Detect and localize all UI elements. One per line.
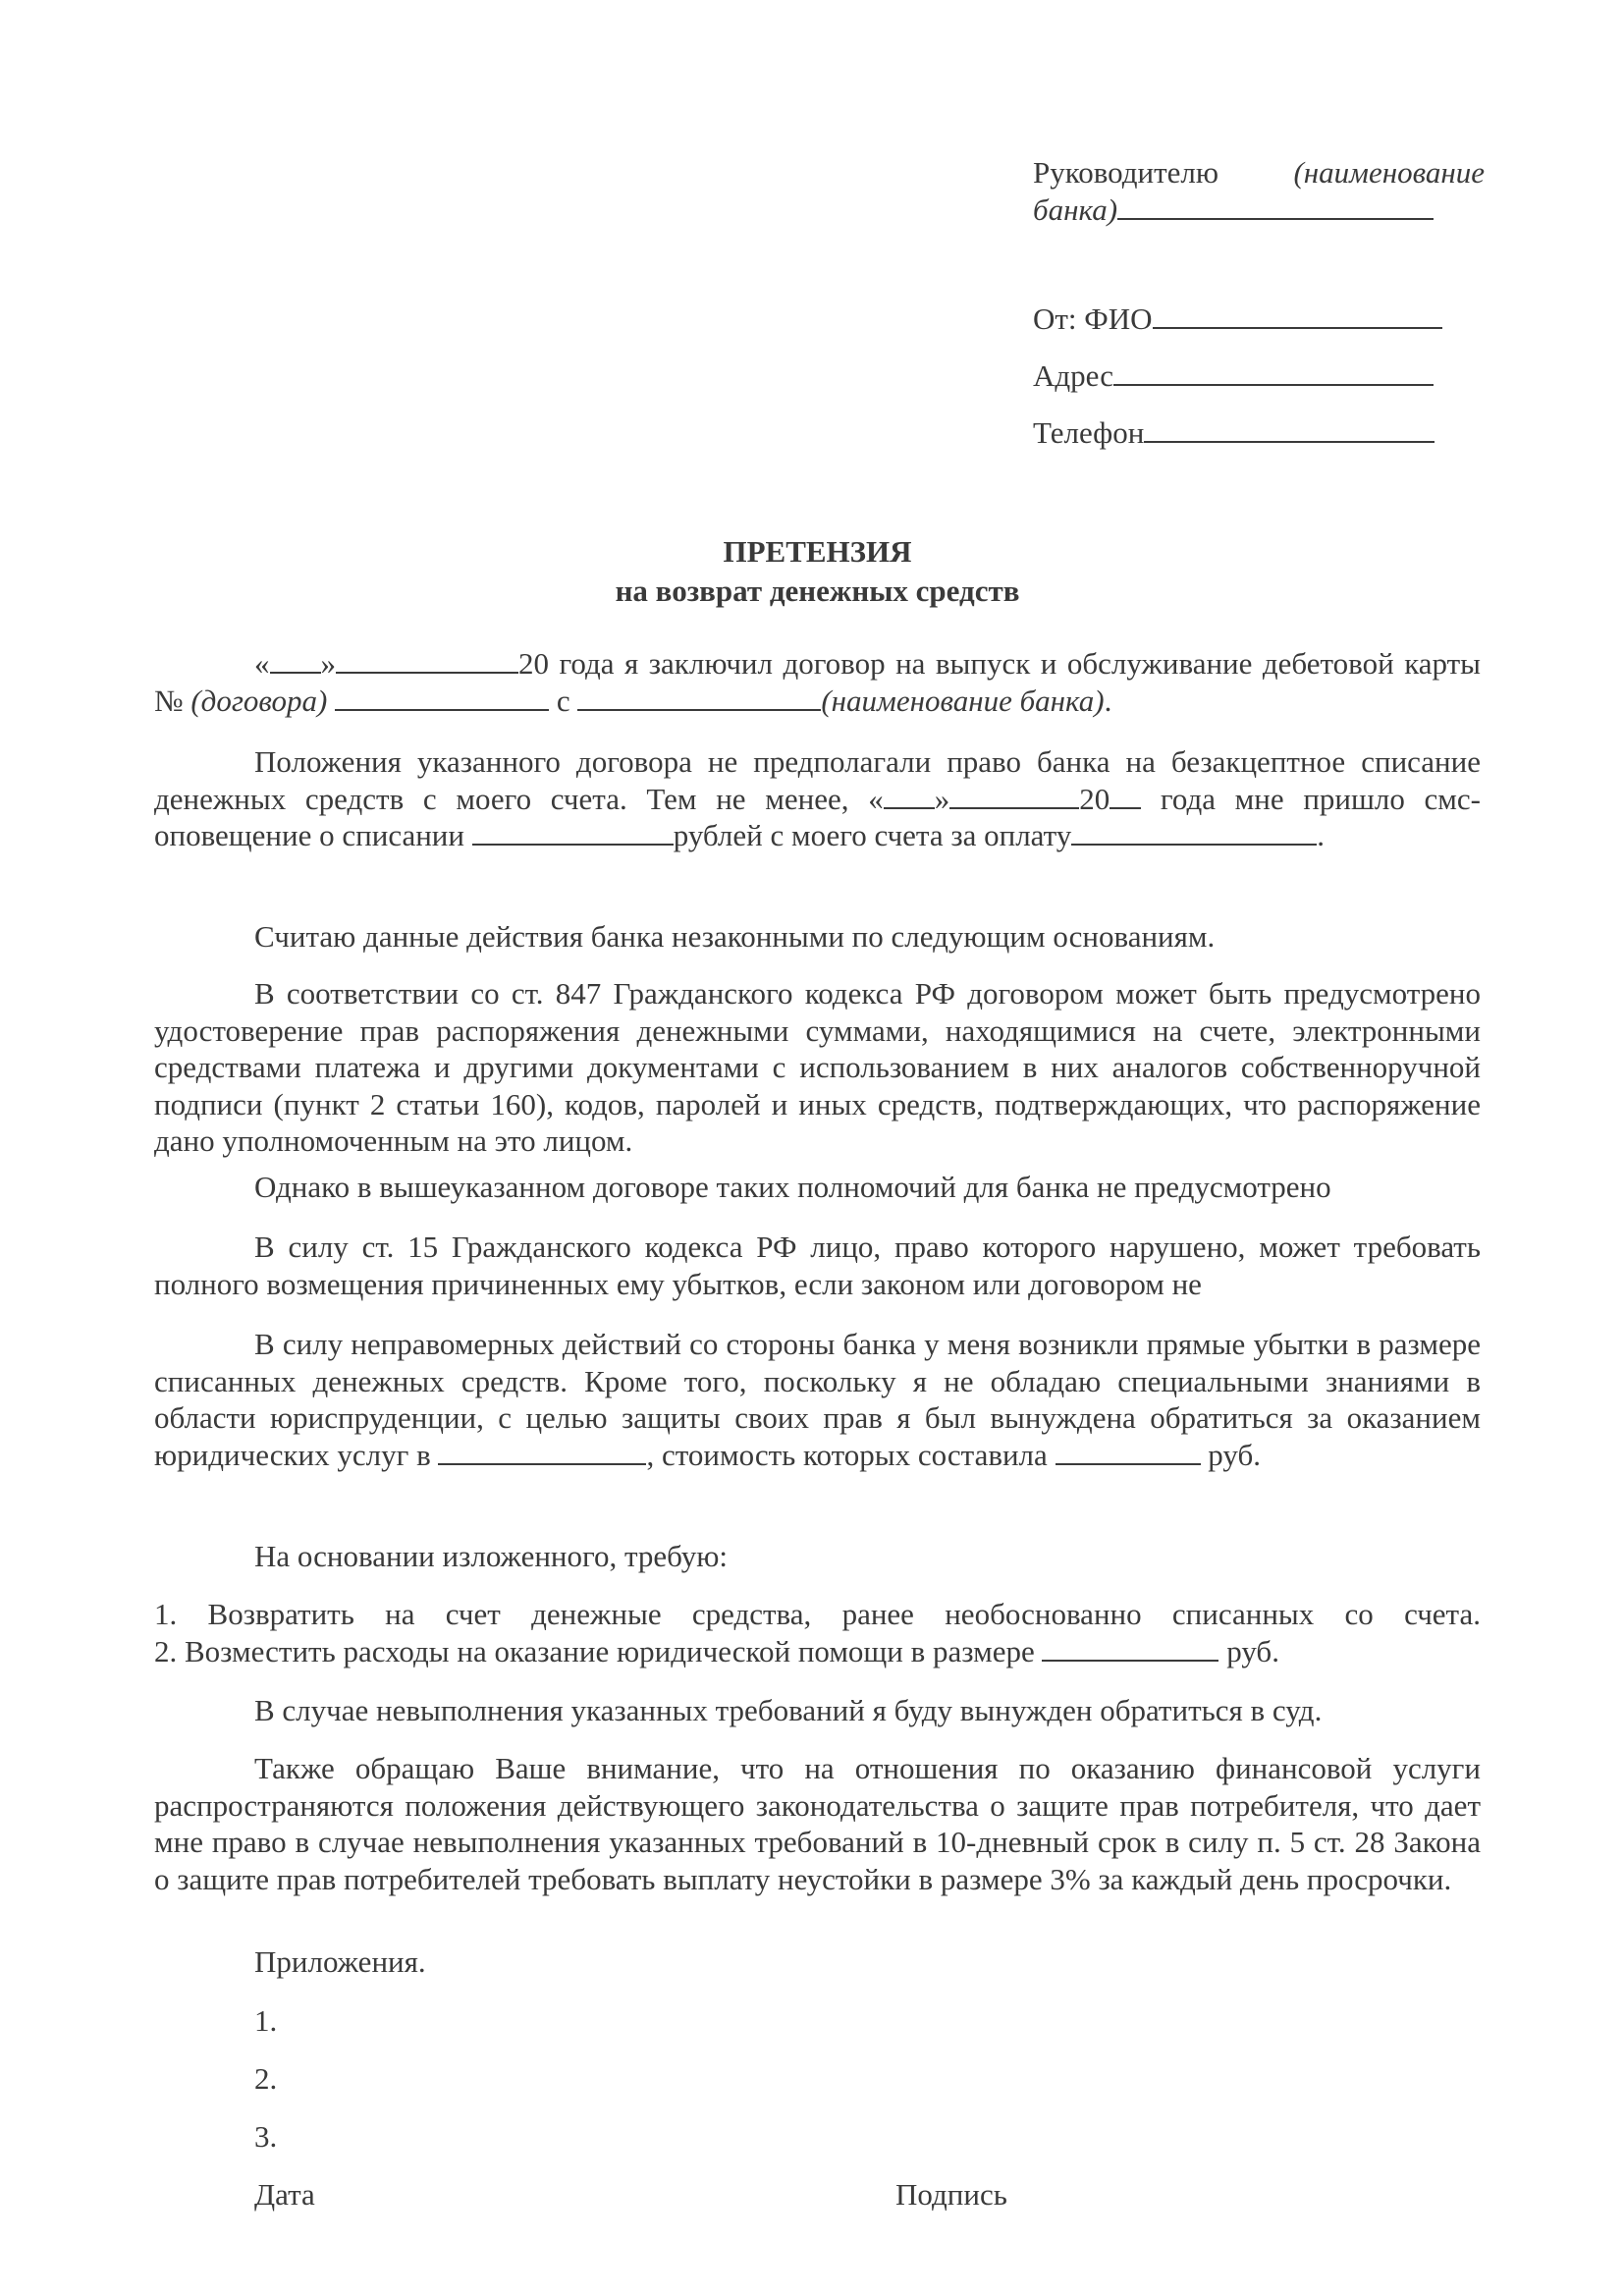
sender-phone-label: Телефон — [1033, 415, 1145, 450]
demand-item: 1. Возвратить на счет денежные средства, ранее необоснованно списанных со счета. — [154, 1597, 1481, 1631]
document-title — [154, 532, 1481, 611]
attachment-item: 2. — [254, 2061, 278, 2096]
sender-address-row — [1033, 357, 1485, 395]
bank-name-inline-field[interactable] — [577, 683, 821, 711]
paragraph-no-authority: Однако в вышеуказанном договоре таких полномочий для банка не предусмотрено — [254, 1170, 1331, 1204]
attachment-item: 1. — [254, 2003, 278, 2038]
addressee-label: Руководителю — [1033, 155, 1219, 190]
legal-firm-field[interactable] — [438, 1438, 646, 1465]
legal-cost-field[interactable] — [1056, 1438, 1201, 1465]
paragraph-article-847: В соответствии со ст. 847 Гражданского кодекса РФ договором может быть предусмотрено удостоверение прав распоряжения денежными суммами, находящимися на счете, электронными средствами платежа и другими документами с использованием в них аналогов собственноручной подписи (пункт 2 статьи 160), кодов, паролей и иных средств, подтверждающих, что распоряжение дано уполномоченным на это лицом. — [154, 976, 1481, 1158]
bank-name-field[interactable] — [1117, 192, 1434, 220]
contract-number-field[interactable] — [335, 683, 549, 711]
debit-amount-field[interactable] — [472, 818, 674, 846]
sender-name-field[interactable] — [1153, 301, 1442, 329]
paragraph-article-15: В силу ст. 15 Гражданского кодекса РФ лицо, право которого нарушено, может требовать полного возмещения причиненных ему убытков, если законом или договором не — [154, 1230, 1481, 1301]
bank-name-placeholder-cont: банка) — [1033, 191, 1118, 227]
sender-phone-row — [1033, 414, 1485, 452]
debit-month-field[interactable] — [949, 782, 1079, 809]
paragraph-losses: В силу неправомерных действий со стороны банка у меня возникли прямые убытки в размере списанных денежных средств. Кроме того, поскольку я не обладаю специальными знаниями в области юриспруденции, с целью защиты своих прав я был вынуждена обратиться за оказанием юридических услуг в , стоимость которых составила руб. — [154, 1327, 1481, 1472]
debit-day-field[interactable] — [884, 782, 935, 809]
paragraph-grounds: Считаю данные действия банка незаконными по следующим основаниям. — [254, 919, 1216, 954]
paragraph-consumer-rights: Также обращаю Ваше внимание, что на отношения по оказанию финансовой услуги распространяются положения действующего законодательства о защите прав потребителя, что дает мне право в случае невыполнения указанных требований в 10-дневный срок в силу п. 5 ст. 28 Закона о защите прав потребителей требовать выплату неустойки в размере 3% за каждый день просрочки. — [154, 1751, 1481, 1896]
attachments-label: Приложения. — [254, 1944, 426, 1979]
attachment-item: 3. — [254, 2119, 278, 2154]
contract-day-field[interactable] — [270, 646, 321, 674]
date-label: Дата — [254, 2177, 315, 2212]
sender-address-label: Адрес — [1033, 358, 1113, 393]
addressee-block — [1033, 154, 1485, 228]
paragraph-court: В случае невыполнения указанных требований я буду вынужден обратиться в суд. — [254, 1693, 1323, 1727]
bank-name-placeholder: (наименование — [1293, 155, 1485, 190]
sender-address-field[interactable] — [1113, 358, 1434, 386]
demand-item: 2. Возместить расходы на оказание юридической помощи в размере руб. — [154, 1633, 1279, 1668]
paragraph-debit: Положения указанного договора не предполагали право банка на безакцептное списание денежных средств с моего счета. Тем не менее, « » 20 года мне пришло смс-оповещение о списании рублей с моего счета за оплату . — [154, 744, 1482, 852]
sender-phone-field[interactable] — [1144, 415, 1435, 443]
sender-name-row — [1033, 301, 1485, 338]
paragraph-contract: « » 20 года я заключил договор на выпуск и обслуживание дебетовой карты № (договора) с (наименование банка). — [154, 646, 1482, 718]
sender-name-label: От: ФИО — [1033, 301, 1153, 336]
signature-label: Подпись — [895, 2177, 1007, 2212]
demands-list — [154, 1596, 1481, 1669]
debit-year-field[interactable] — [1110, 782, 1141, 809]
paragraph-demand-intro: На основании изложенного, требую: — [254, 1539, 728, 1573]
legal-aid-amount-field[interactable] — [1042, 1634, 1218, 1662]
contract-month-field[interactable] — [336, 646, 518, 674]
title-main: ПРЕТЕНЗИЯ — [723, 534, 912, 569]
debit-purpose-field[interactable] — [1071, 818, 1317, 846]
title-subtitle: на возврат денежных средств — [615, 574, 1020, 608]
